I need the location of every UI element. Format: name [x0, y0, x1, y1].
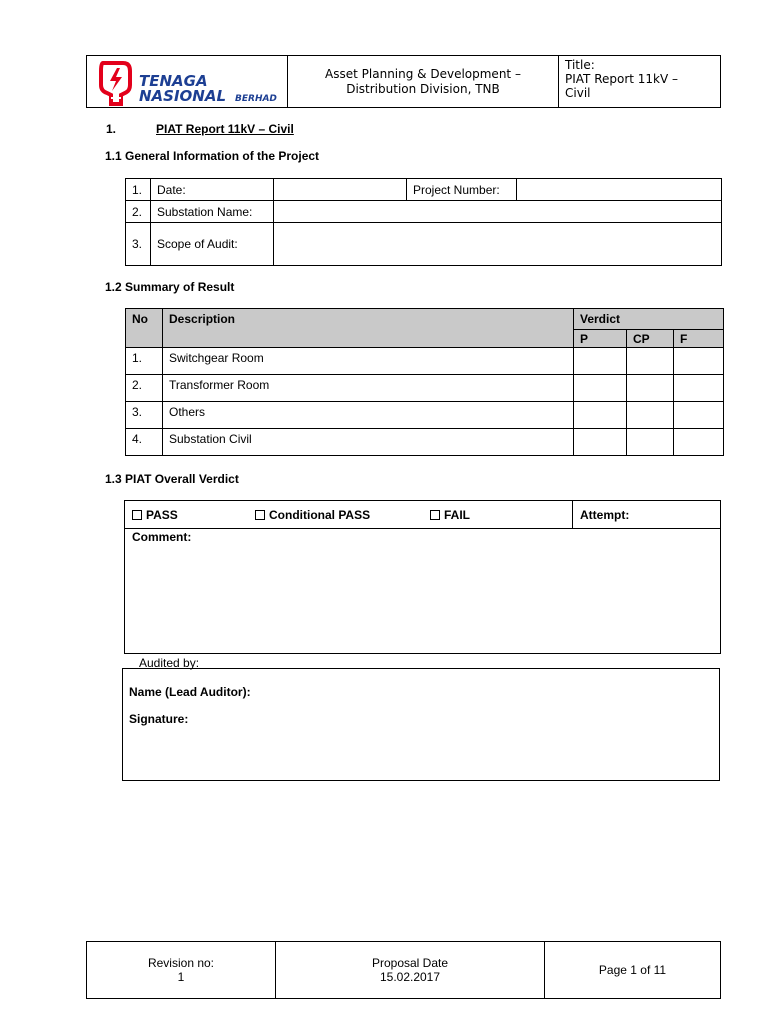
verdict-p-cell[interactable]	[574, 375, 627, 402]
page-number: Page 1 of 11	[545, 942, 721, 999]
section-title: PIAT Report 11kV – Civil	[156, 122, 294, 136]
verdict-f-cell[interactable]	[674, 429, 724, 456]
svg-text:NASIONAL: NASIONAL	[139, 87, 227, 105]
pass-checkbox-icon[interactable]	[132, 510, 142, 520]
summary-heading: 1.2 Summary of Result	[105, 280, 235, 294]
row-number: 3.	[126, 223, 151, 266]
row-description: Others	[163, 402, 574, 429]
comment-field[interactable]	[126, 546, 719, 652]
revision-label: Revision no:	[147, 956, 215, 970]
row-number: 3.	[126, 402, 163, 429]
row-description: Switchgear Room	[163, 348, 574, 375]
table-row	[126, 348, 724, 375]
org-line2: Distribution Division, TNB	[346, 81, 500, 96]
table-row	[126, 402, 724, 429]
table-row	[126, 429, 724, 456]
summary-table	[125, 308, 724, 456]
title-line2: Civil	[565, 86, 591, 100]
col-no-header: No	[126, 309, 163, 348]
project-number-field[interactable]	[517, 179, 722, 201]
verdict-cp-cell[interactable]	[627, 348, 674, 375]
project-number-label: Project Number:	[407, 179, 517, 201]
row-description: Substation Civil	[163, 429, 574, 456]
col-description-header: Description	[163, 309, 574, 348]
org-line1: Asset Planning & Development –	[325, 66, 521, 81]
table-row	[126, 179, 722, 201]
verdict-f-cell[interactable]	[674, 402, 724, 429]
audited-by-label: Audited by:	[139, 656, 200, 670]
attempt-divider	[572, 501, 573, 528]
comment-label: Comment:	[132, 530, 192, 544]
verdict-cp-cell[interactable]	[627, 402, 674, 429]
tnb-logo-icon	[95, 57, 285, 107]
conditional-pass-checkbox-icon[interactable]	[255, 510, 265, 520]
verdict-p-cell[interactable]	[574, 429, 627, 456]
overall-verdict-heading: 1.3 PIAT Overall Verdict	[105, 472, 239, 486]
svg-text:BERHAD: BERHAD	[235, 94, 277, 104]
substation-name-field[interactable]	[274, 201, 722, 223]
footer-table	[86, 941, 721, 999]
table-row	[126, 375, 724, 402]
proposal-date-value: 15.02.2017	[379, 970, 441, 984]
row-description: Transformer Room	[163, 375, 574, 402]
table-row	[126, 223, 722, 266]
verdict-f-cell[interactable]	[674, 348, 724, 375]
lead-auditor-name-label: Name (Lead Auditor):	[129, 685, 251, 699]
row-number: 1.	[126, 179, 151, 201]
substation-name-label: Substation Name:	[151, 201, 274, 223]
conditional-pass-option[interactable]	[255, 508, 370, 522]
verdict-box	[124, 500, 721, 654]
row-number: 4.	[126, 429, 163, 456]
verdict-p-cell[interactable]	[574, 402, 627, 429]
verdict-f-cell[interactable]	[674, 375, 724, 402]
auditor-box	[122, 668, 720, 781]
header-table	[86, 55, 721, 108]
title-label: Title:	[565, 58, 595, 72]
col-p-header: P	[574, 330, 627, 348]
title-cell	[559, 56, 721, 108]
col-cp-header: CP	[627, 330, 674, 348]
pass-option[interactable]	[132, 508, 178, 522]
col-f-header: F	[674, 330, 724, 348]
signature-label: Signature:	[129, 712, 189, 726]
row-number: 2.	[126, 201, 151, 223]
svg-text:TENAGA: TENAGA	[139, 72, 208, 90]
organization-cell	[288, 56, 559, 108]
col-verdict-header: Verdict	[574, 309, 724, 330]
scope-of-audit-field[interactable]	[274, 223, 722, 266]
proposal-date-cell	[276, 942, 545, 999]
general-info-table	[125, 178, 722, 266]
verdict-options-row	[125, 501, 720, 529]
scope-of-audit-label: Scope of Audit:	[151, 223, 274, 266]
conditional-pass-label: Conditional PASS	[269, 508, 371, 522]
verdict-cp-cell[interactable]	[627, 375, 674, 402]
fail-checkbox-icon[interactable]	[430, 510, 440, 520]
pass-label: PASS	[146, 508, 178, 522]
row-number: 1.	[126, 348, 163, 375]
fail-option[interactable]	[430, 508, 470, 522]
title-line1: PIAT Report 11kV –	[565, 72, 679, 86]
revision-value: 1	[177, 970, 185, 984]
verdict-cp-cell[interactable]	[627, 429, 674, 456]
row-number: 2.	[126, 375, 163, 402]
proposal-date-label: Proposal Date	[371, 956, 449, 970]
verdict-p-cell[interactable]	[574, 348, 627, 375]
logo-cell	[87, 56, 288, 108]
section-number: 1.	[106, 122, 117, 136]
date-label: Date:	[151, 179, 274, 201]
revision-cell	[87, 942, 276, 999]
table-row	[126, 201, 722, 223]
attempt-label: Attempt:	[580, 508, 630, 522]
fail-label: FAIL	[444, 508, 470, 522]
general-info-heading: 1.1 General Information of the Project	[105, 149, 320, 163]
date-field[interactable]	[274, 179, 407, 201]
